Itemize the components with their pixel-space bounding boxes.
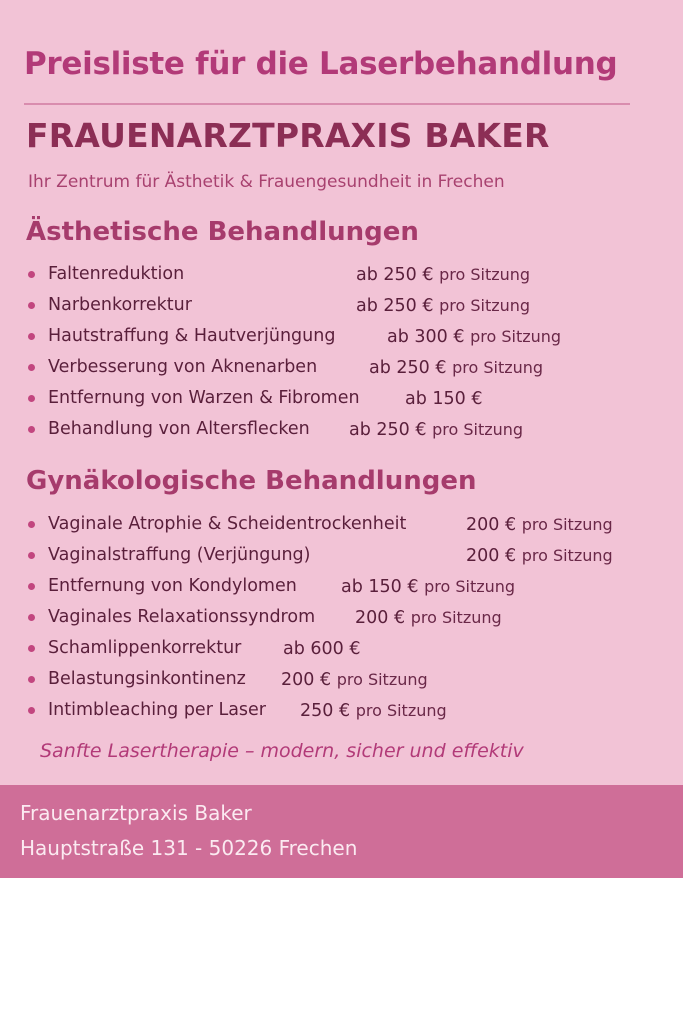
slogan: Sanfte Lasertherapie – modern, sicher und effektiv bbox=[40, 740, 524, 762]
bullet-icon bbox=[28, 552, 35, 559]
treatment-name: Faltenreduktion bbox=[48, 264, 185, 284]
treatment-name: Vaginales Relaxationssyndrom bbox=[48, 607, 316, 627]
practice-name: FRAUENARZTPRAXIS BAKER bbox=[26, 116, 550, 155]
title-divider bbox=[24, 103, 630, 105]
treatment-name: Vaginale Atrophie & Scheidentrockenheit bbox=[48, 514, 407, 534]
footer-practice-name: Frauenarztpraxis Baker bbox=[20, 801, 252, 825]
bullet-icon bbox=[28, 395, 35, 402]
bullet-icon bbox=[28, 676, 35, 683]
treatment-price: 200 € pro Sitzung bbox=[355, 608, 502, 628]
treatment-name: Hautstraffung & Hautverjüngung bbox=[48, 326, 336, 346]
flyer-title: Preisliste für die Laserbehandlung bbox=[24, 46, 618, 82]
treatment-price: ab 250 € pro Sitzung bbox=[356, 265, 531, 285]
bullet-icon bbox=[28, 707, 35, 714]
treatment-name: Intimbleaching per Laser bbox=[48, 700, 267, 720]
treatment-name: Belastungsinkontinenz bbox=[48, 669, 246, 689]
section-title-gynecological: Gynäkologische Behandlungen bbox=[26, 466, 477, 496]
footer-banner bbox=[0, 785, 683, 878]
bullet-icon bbox=[28, 271, 35, 278]
treatment-name: Narbenkorrektur bbox=[48, 295, 192, 315]
bullet-icon bbox=[28, 333, 35, 340]
treatment-name: Verbesserung von Aknenarben bbox=[48, 357, 318, 377]
treatment-price: ab 150 € pro Sitzung bbox=[341, 577, 516, 597]
treatment-name: Schamlippenkorrektur bbox=[48, 638, 242, 658]
bullet-icon bbox=[28, 364, 35, 371]
treatment-price: 200 € pro Sitzung bbox=[281, 670, 428, 690]
treatment-price: 200 € pro Sitzung bbox=[466, 515, 613, 535]
treatment-price: ab 250 € pro Sitzung bbox=[356, 296, 531, 316]
treatment-name: Behandlung von Altersflecken bbox=[48, 419, 310, 439]
treatment-price: 250 € pro Sitzung bbox=[300, 701, 447, 721]
bullet-icon bbox=[28, 521, 35, 528]
treatment-price: ab 250 € pro Sitzung bbox=[369, 358, 544, 378]
treatment-price: ab 600 € bbox=[283, 639, 361, 659]
treatment-name: Entfernung von Warzen & Fibromen bbox=[48, 388, 360, 408]
treatment-name: Entfernung von Kondylomen bbox=[48, 576, 297, 596]
treatment-name: Vaginalstraffung (Verjüngung) bbox=[48, 545, 311, 565]
bullet-icon bbox=[28, 614, 35, 621]
bullet-icon bbox=[28, 645, 35, 652]
footer-address: Hauptstraße 131 - 50226 Frechen bbox=[20, 836, 358, 860]
section-title-aesthetic: Ästhetische Behandlungen bbox=[26, 217, 419, 247]
bullet-icon bbox=[28, 426, 35, 433]
treatment-price: ab 250 € pro Sitzung bbox=[349, 420, 524, 440]
treatment-price: 200 € pro Sitzung bbox=[466, 546, 613, 566]
treatment-price: ab 300 € pro Sitzung bbox=[387, 327, 562, 347]
treatment-price: ab 150 € bbox=[405, 389, 483, 409]
tagline: Ihr Zentrum für Ästhetik & Frauengesundheit in Frechen bbox=[28, 172, 505, 192]
bullet-icon bbox=[28, 302, 35, 309]
bullet-icon bbox=[28, 583, 35, 590]
